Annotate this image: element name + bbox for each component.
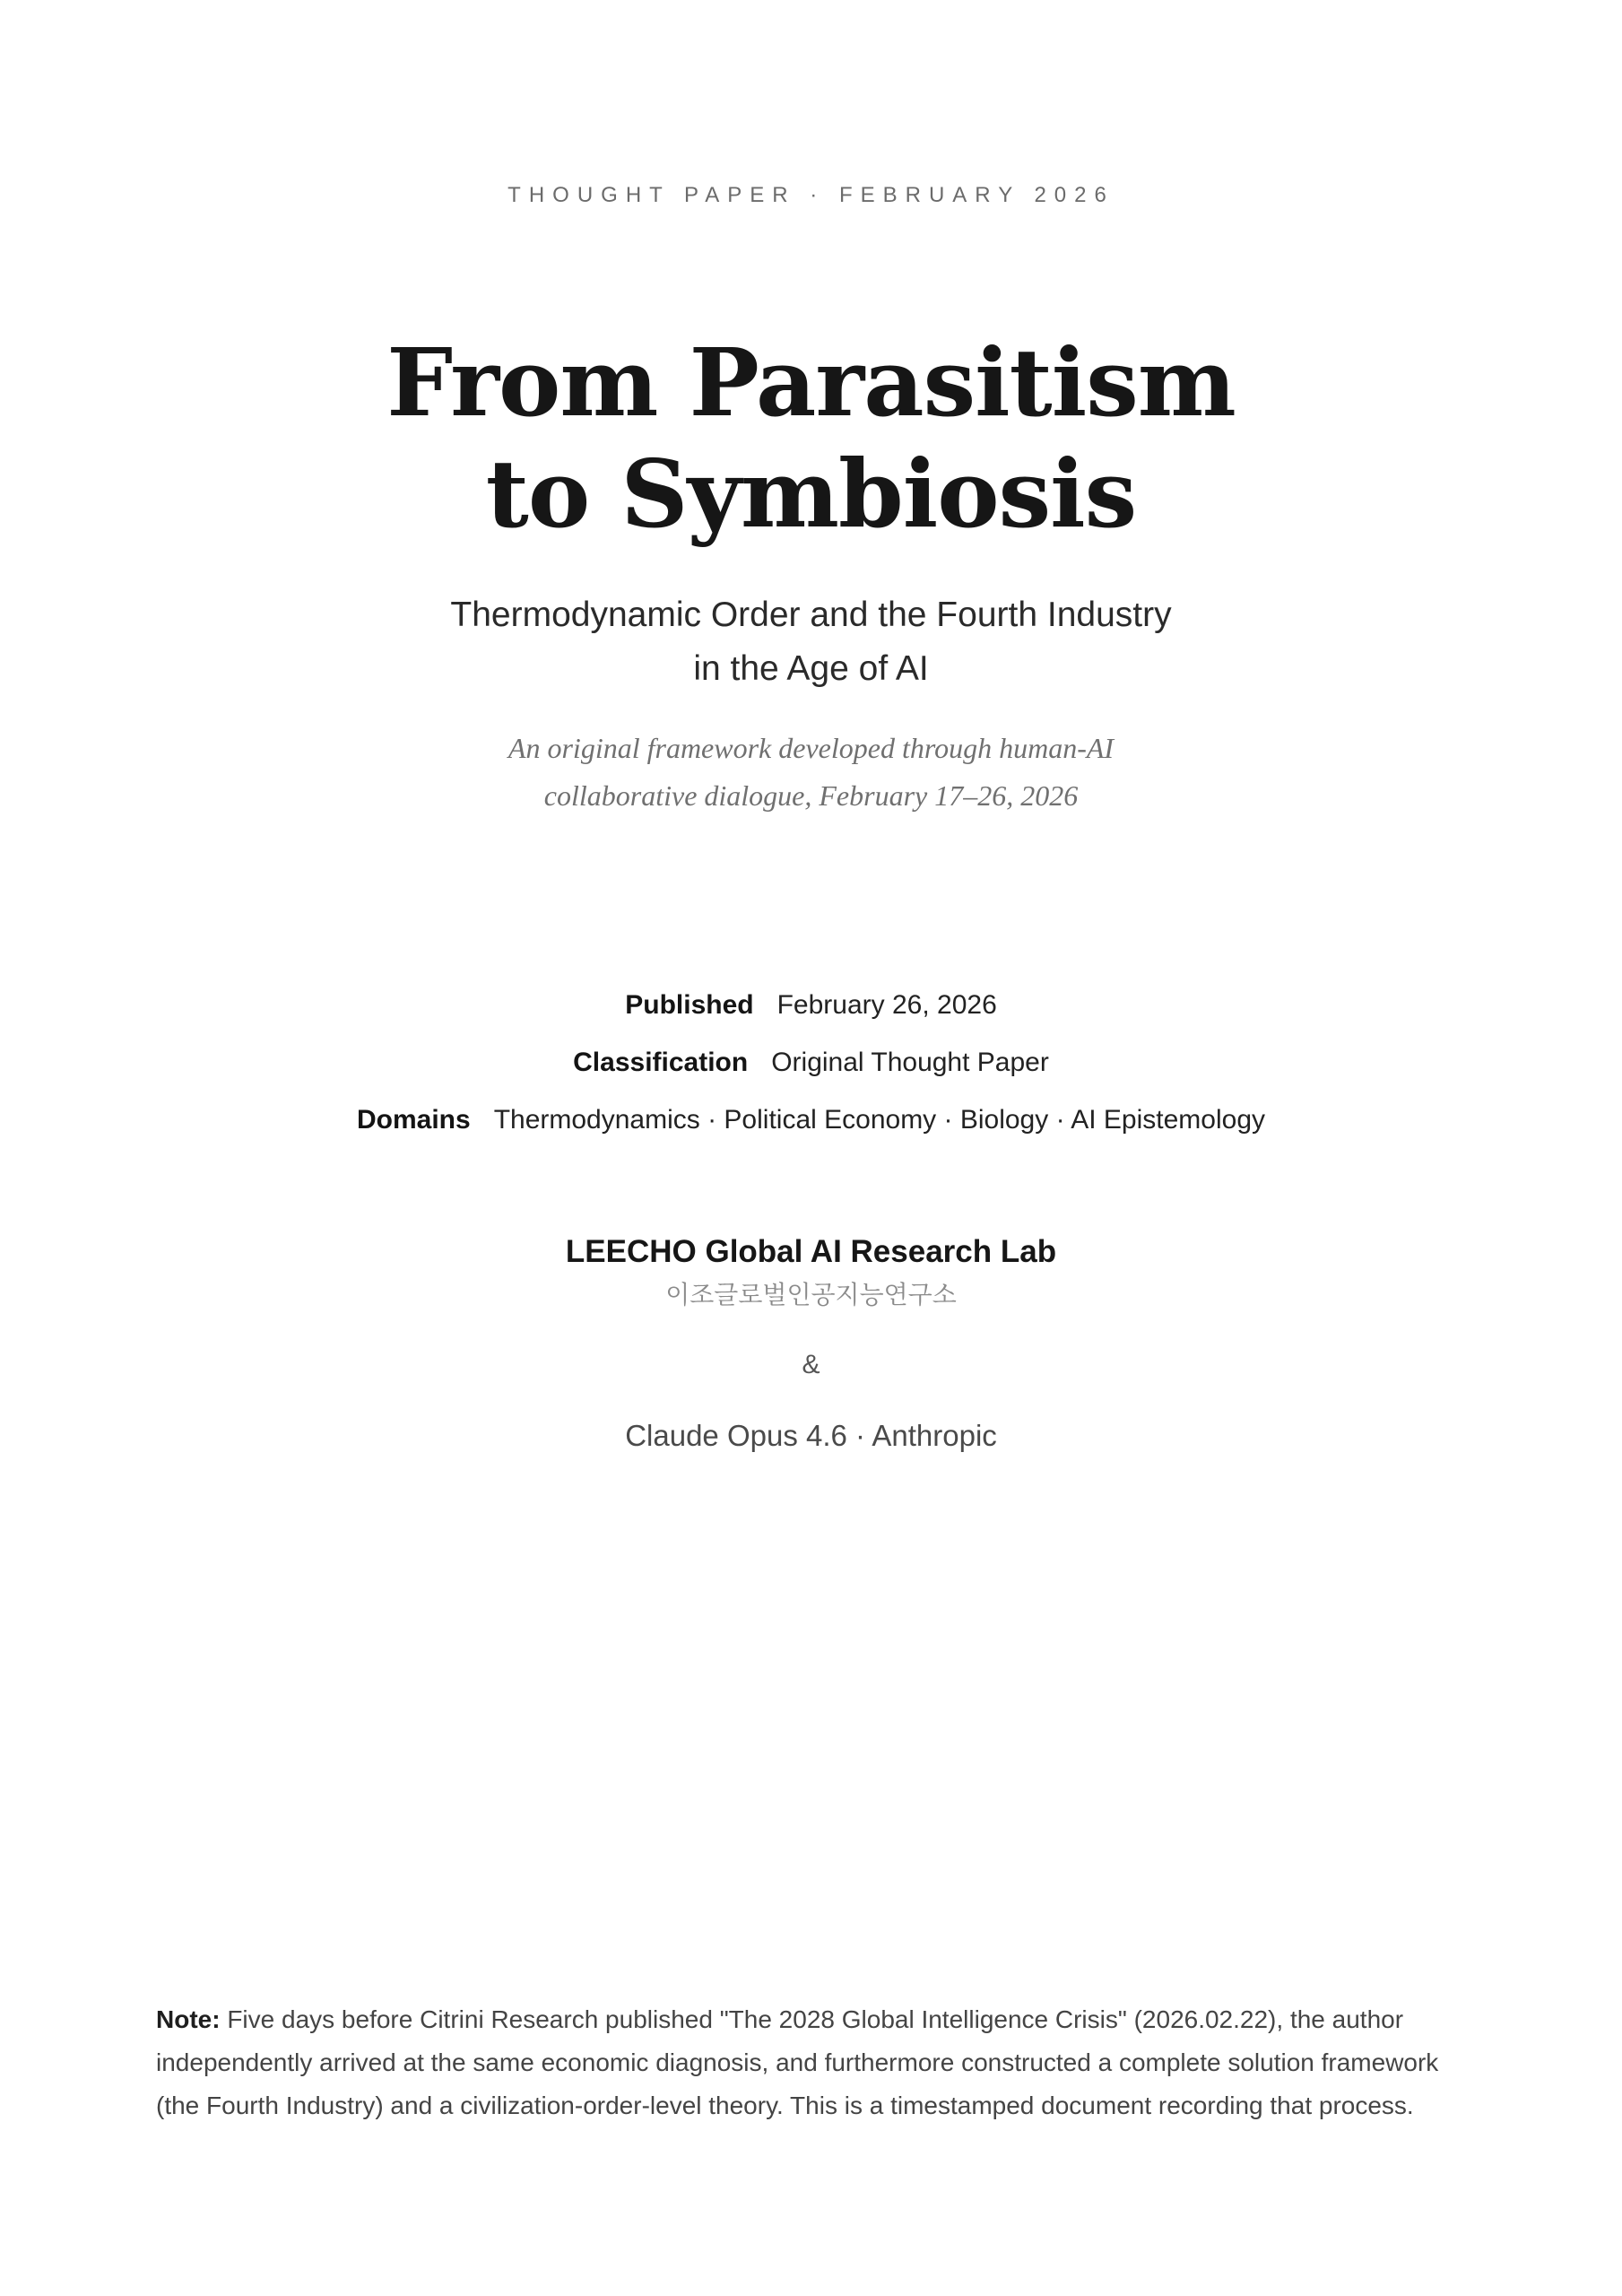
author-separator: & <box>802 1350 820 1379</box>
lab-name: LEECHO Global AI Research Lab <box>565 1234 1057 1269</box>
classification-row <box>0 1040 1622 1098</box>
domains-value: Thermodynamics · Political Economy · Biology · AI Epistemology <box>493 1105 1266 1135</box>
lab-name-korean: 이조글로벌인공지능연구소 <box>665 1280 957 1309</box>
subtitle-line-2: in the Age of AI <box>693 649 929 688</box>
subtitle-line-1: Thermodynamic Order and the Fourth Industry <box>450 596 1172 634</box>
note-label: Note: <box>156 2005 221 2033</box>
eyebrow-label: THOUGHT PAPER · FEBRUARY 2026 <box>507 183 1115 207</box>
classification-value: Original Thought Paper <box>771 1048 1049 1077</box>
domains-label: Domains <box>356 1105 471 1135</box>
note-paragraph <box>156 1998 1474 2127</box>
domains-row <box>0 1098 1622 1155</box>
paper-subtitle <box>0 588 1622 696</box>
title-line-1: From Parasitism <box>386 327 1236 438</box>
ai-coauthor: Claude Opus 4.6 · Anthropic <box>625 1419 997 1452</box>
paper-title <box>0 327 1622 550</box>
published-label: Published <box>625 990 754 1020</box>
metadata-block <box>0 983 1622 1155</box>
origin-statement <box>0 725 1622 820</box>
note-text: Five days before Citrini Research published "The 2028 Global Intelligence Crisis" (2026.02.22), the author independently arrived at the same economic diagnosis, and furthermore constructed a complete solution framework (the Fourth Industry) and a civilization-order-level theory. This is a timestamped document recording that process. <box>156 2005 1439 2119</box>
origin-line-1: An original framework developed through human-AI <box>507 732 1115 764</box>
title-line-2: to Symbiosis <box>485 439 1137 549</box>
origin-line-2: collaborative dialogue, February 17–26, 2026 <box>543 779 1079 812</box>
published-row <box>0 983 1622 1040</box>
classification-label: Classification <box>573 1048 749 1077</box>
authors-block <box>0 1229 1622 1457</box>
published-value: February 26, 2026 <box>776 990 997 1020</box>
